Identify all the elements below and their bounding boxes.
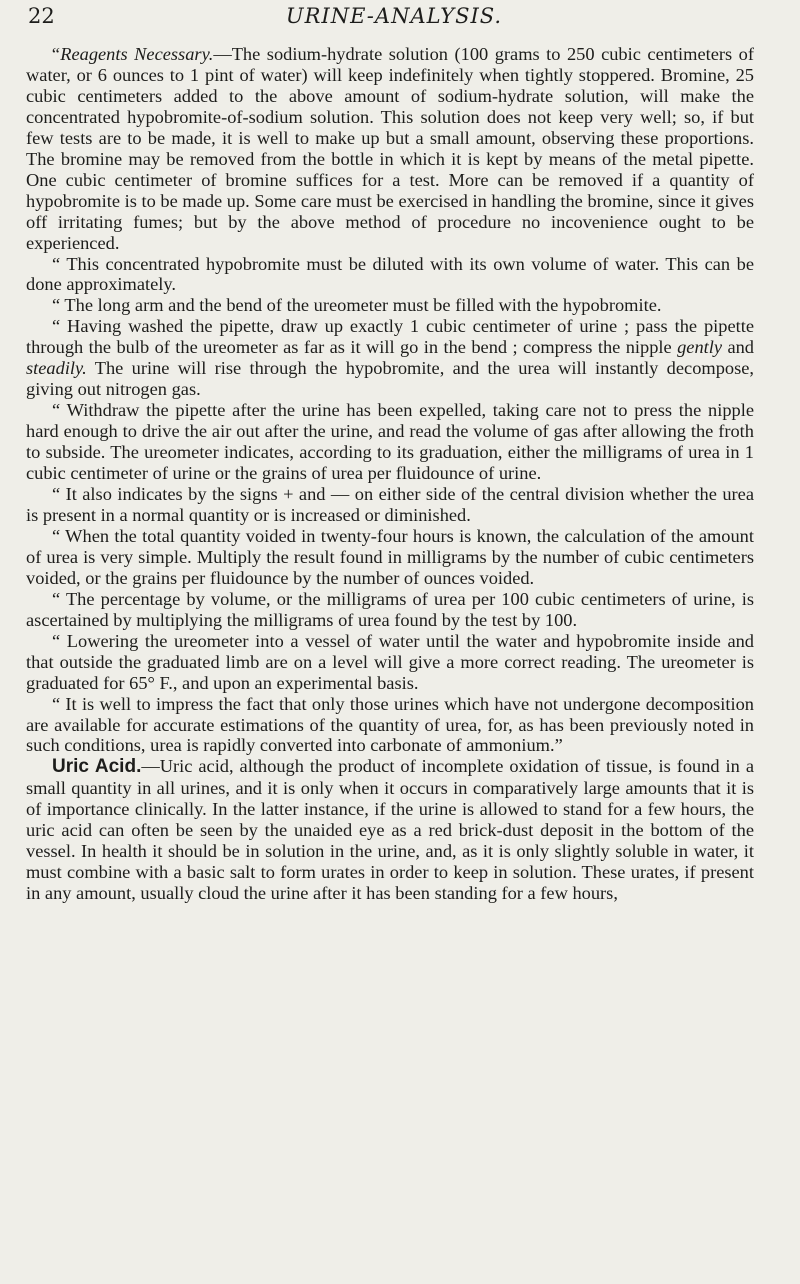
paragraph-decomposition bbox=[26, 694, 754, 757]
paragraph-uric-acid bbox=[26, 756, 754, 904]
paragraph-percentage bbox=[26, 589, 754, 631]
paragraph-text: —The sodium-hydrate solution (100 grams to 250 cubic centimeters of water, or 6 ounces to 1 pint of water) will keep indefinitely when tightly stoppered. Bromine, 25 cubic centimeters added to the above amount of sodium-hydrate solution, will make the concentrated hypobromite-of-sodium solution. This solution does not keep very well; so, if but few tests are to be made, it is well to make up but a small amount, observing these proportions. The bromine may be removed from the bottle in which it is kept by means of the metal pipette. One cubic centimeter of bromine suffices for a test. More can be removed if a quantity of hypobromite is to be made up. Some care must be exercised in handling the bromine, since it gives off irritating fumes; but by the above method of procedure no incovenience ought to be experienced. bbox=[26, 44, 754, 253]
running-title: URINE-ANALYSIS. bbox=[285, 4, 503, 28]
paragraph-text: “ The long arm and the bend of the ureometer must be filled with the hypobromite. bbox=[52, 295, 662, 316]
paragraph-text: “ It also indicates by the signs + and — on either side of the central division whether the urea is present in a normal quantity or is increased or diminished. bbox=[26, 484, 754, 525]
paragraph-pipette bbox=[26, 316, 754, 400]
reagents-lead: “Reagents Necessary. bbox=[50, 44, 214, 64]
paragraph-text: and bbox=[722, 337, 755, 358]
emphasis-steadily: steadily. bbox=[26, 358, 87, 379]
section-heading-uric-acid: Uric Acid. bbox=[52, 756, 142, 778]
page-number: 22 bbox=[28, 4, 55, 28]
emphasis-gently: gently bbox=[677, 337, 723, 358]
paragraph-text: “ Having washed the pipette, draw up exactly 1 cubic centimeter of urine ; pass the pipette through the bulb of the ureometer as far as it will go in the bend ; compress the nipple bbox=[26, 316, 754, 358]
paragraph-text: “ The percentage by volume, or the milligrams of urea per 100 cubic centimeters of urine, is ascertained by multiplying the milligrams of urea found by the test by 100. bbox=[26, 588, 754, 630]
paragraph-text: “ This concentrated hypobromite must be diluted with its own volume of water. This can be done approximately. bbox=[26, 253, 754, 295]
paragraph-reagents bbox=[26, 44, 754, 254]
paragraph-text: —Uric acid, although the product of incomplete oxidation of tissue, is found in a small quantity in all urines, and it is only when it occurs in comparatively large amounts that it is of importance clinically. In the latter instance, if the urine is allowed to stand for a few hours, the uric acid can often be seen by the unaided eye as a red brick-dust deposit in the bottom of the vessel. In health it should be in solution in the urine, and, as it is only slightly soluble in water, it must combine with a basic salt to form urates in order to keep in solution. These urates, if present in any amount, usually cloud the urine after it has been standing for a few hours, bbox=[26, 756, 754, 904]
body-text bbox=[26, 44, 754, 904]
paragraph-withdraw bbox=[26, 400, 754, 484]
paragraph-text: The urine will rise through the hypobromite, and the urea will instantly decompose, giving out nitrogen gas. bbox=[26, 358, 754, 400]
paragraph-text: “ Withdraw the pipette after the urine has been expelled, taking care not to press the nipple hard enough to drive the air out after the urine, and read the volume of gas after allowing the froth to subside. The ureometer indicates, according to its graduation, either the milligrams of urea in 1 cubic centimeter of urine or the grains of urea per fluidounce of urine. bbox=[26, 400, 754, 484]
paragraph-text: “ When the total quantity voided in twenty-four hours is known, the calculation of the amount of urea is very simple. Multiply the result found in milligrams by the number of cubic centimeters voided, or the grains per fluidounce by the number of ounces voided. bbox=[26, 525, 754, 588]
page-header bbox=[28, 4, 760, 34]
paragraph-text: “ It is well to impress the fact that only those urines which have not undergone decomposition are available for accurate estimations of the quantity of urea, for, as has been previously noted in such conditions, urea is rapidly converted into carbonate of ammonium.” bbox=[26, 693, 754, 756]
paragraph-lowering bbox=[26, 631, 754, 694]
paragraph-fill bbox=[26, 295, 754, 316]
paragraph-signs bbox=[26, 484, 754, 526]
paragraph-text: “ Lowering the ureometer into a vessel of water until the water and hypobromite inside and that outside the graduated limb are on a level will give a more correct reading. The ureometer is graduated for 65° F., and upon an experimental basis. bbox=[26, 630, 754, 693]
paragraph-dilution bbox=[26, 254, 754, 296]
paragraph-calculation bbox=[26, 526, 754, 589]
